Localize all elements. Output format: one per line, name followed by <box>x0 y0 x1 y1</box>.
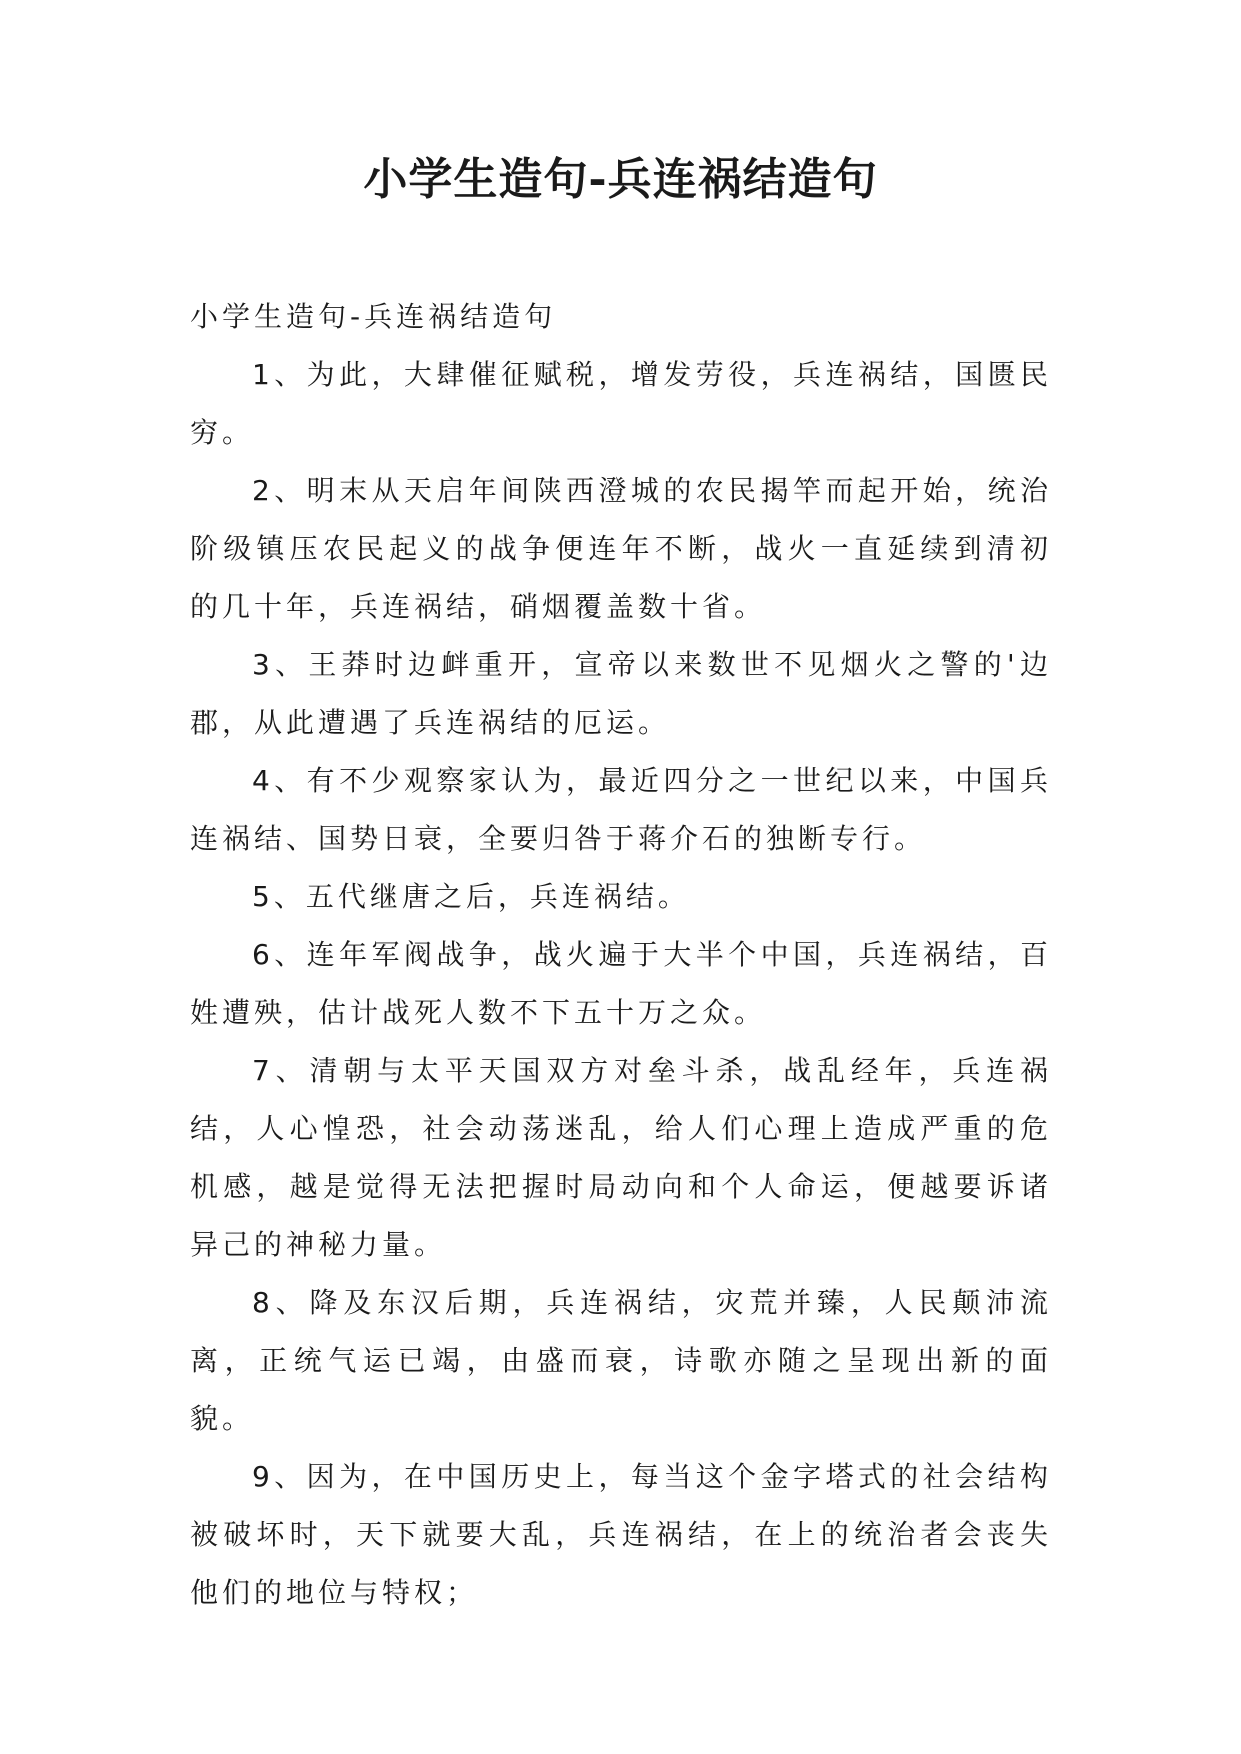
document-subtitle: 小学生造句-兵连祸结造句 <box>190 300 557 333</box>
paragraph-2: 2、明末从天启年间陕西澄城的农民揭竿而起开始，统治阶级镇压农民起义的战争便连年不断，战火一直延续到清初的几十年，兵连祸结，硝烟覆盖数十省。 <box>190 474 1052 623</box>
paragraph-5: 5、五代继唐之后，兵连祸结。 <box>252 880 690 913</box>
paragraph-6: 6、连年军阀战争，战火遍于大半个中国，兵连祸结，百姓遭殃，估计战死人数不下五十万之众。 <box>190 938 1052 1029</box>
paragraph-4: 4、有不少观察家认为，最近四分之一世纪以来，中国兵连祸结、国势日衰，全要归咎于蒋介石的独断专行。 <box>190 764 1052 855</box>
paragraph-3: 3、王莽时边衅重开，宣帝以来数世不见烟火之警的'边郡，从此遭遇了兵连祸结的厄运。 <box>190 648 1052 739</box>
document-body <box>190 288 1052 1622</box>
document-title: 小学生造句-兵连祸结造句 <box>363 154 878 205</box>
paragraph-1: 1、为此，大肆催征赋税，增发劳役，兵连祸结，国匮民穷。 <box>190 358 1052 449</box>
paragraph-9: 9、因为，在中国历史上，每当这个金字塔式的社会结构被破坏时，天下就要大乱，兵连祸结，在上的统治者会丧失他们的地位与特权； <box>190 1460 1052 1609</box>
paragraph-7: 7、清朝与太平天国双方对垒斗杀，战乱经年，兵连祸结，人心惶恐，社会动荡迷乱，给人们心理上造成严重的危机感，越是觉得无法把握时局动向和个人命运，便越要诉诸异己的神秘力量。 <box>190 1054 1052 1261</box>
paragraph-8: 8、降及东汉后期，兵连祸结，灾荒并臻，人民颠沛流离，正统气运已竭，由盛而衰，诗歌亦随之呈现出新的面貌。 <box>190 1286 1052 1435</box>
